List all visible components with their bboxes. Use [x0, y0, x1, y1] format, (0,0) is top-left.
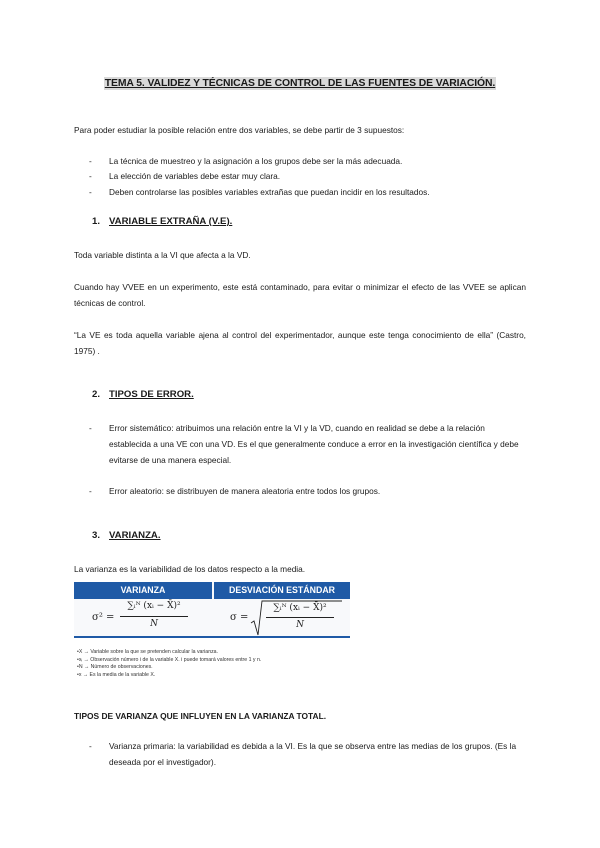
table-bottom-rule	[74, 636, 350, 638]
table-header-variance: VARIANZA	[74, 582, 212, 599]
formula-denominator: N	[296, 620, 304, 630]
bullet-dash: -	[89, 171, 92, 181]
formula-numerator: ∑ᵢᴺ (xᵢ − X̄)²	[127, 601, 181, 611]
std-dev-formula	[214, 599, 350, 636]
formula-numerator: ∑ᵢᴺ (xᵢ − X̄)²	[273, 603, 327, 613]
fraction-bar	[266, 617, 334, 618]
formula-lhs: σ =	[230, 612, 249, 623]
section-title: VARIABLE EXTRAÑA (V.E).	[109, 216, 233, 227]
bullet-dash: -	[89, 187, 92, 197]
section-title: TIPOS DE ERROR.	[109, 389, 194, 400]
formula-lhs: σ² =	[92, 612, 115, 623]
table-header-std-dev: DESVIACIÓN ESTÁNDAR	[214, 582, 350, 599]
section-number: 2.	[92, 389, 101, 400]
section-title: VARIANZA.	[109, 530, 161, 541]
bullet-dash: -	[89, 423, 92, 433]
section-heading	[92, 216, 232, 227]
list-item-text: La técnica de muestreo y la asignación a los grupos debe ser la más adecuada.	[109, 156, 403, 166]
list-item-text: La elección de variables debe estar muy clara.	[109, 171, 281, 181]
section-number: 1.	[92, 216, 101, 227]
section-heading	[92, 530, 161, 541]
legend-item: •X → Variable sobre la que se pretenden calcular la varianza.	[77, 649, 218, 655]
bullet-dash: -	[89, 486, 92, 496]
subheading: TIPOS DE VARIANZA QUE INFLUYEN EN LA VARIANZA TOTAL.	[74, 711, 327, 721]
list-item-text: Varianza primaria: la variabilidad es debida a la VI. Es la que se observa entre las medias de los grupos. (Es la deseada por el investigador).	[109, 741, 517, 767]
paragraph: La varianza es la variabilidad de los datos respecto a la media.	[74, 564, 306, 574]
variance-formula-table	[74, 582, 350, 638]
variance-formula	[74, 599, 212, 636]
list-item-text: Deben controlarse las posibles variables extrañas que puedan incidir en los resultados.	[109, 187, 430, 197]
fraction-bar	[120, 616, 188, 617]
legend-item: •xᵢ → Observación número i de la variable X. i puede tomará valores entre 1 y n.	[77, 656, 262, 663]
legend-item: •x → Es la media de la variable X.	[77, 671, 156, 678]
bullet-dash: -	[89, 156, 92, 166]
section-number: 3.	[92, 530, 101, 541]
list-item-text: Error aleatorio: se distribuyen de manera aleatoria entre todos los grupos.	[109, 486, 381, 496]
formula-denominator: N	[150, 619, 158, 629]
intro-paragraph: Para poder estudiar la posible relación entre dos variables, se debe partir de 3 supuestos:	[74, 125, 405, 135]
bullet-dash: -	[89, 741, 92, 751]
page-title: TEMA 5. VALIDEZ Y TÉCNICAS DE CONTROL DE LAS FUENTES DE VARIACIÓN.	[104, 78, 496, 89]
formula-legend	[77, 649, 261, 679]
list-item-text: Error sistemático: atribuimos una relación entre la VI y la VD, cuando en realidad se debe a la relación establecida a una VE con una VD. Es el que generalmente conduce a error en la investigación científica y debe evitarse de una manera especial.	[109, 423, 519, 465]
legend-item: •N → Número de observaciones.	[77, 664, 153, 671]
quote-paragraph: “La VE es toda aquella variable ajena al control del experimentador, aunque este tenga conocimiento de ella” (Castro, 1975) .	[74, 330, 526, 356]
section-heading	[92, 389, 194, 400]
paragraph: Toda variable distinta a la VI que afecta a la VD.	[74, 250, 251, 260]
paragraph: Cuando hay VVEE en un experimento, este está contaminado, para evitar o minimizar el efecto de las VVEE se aplican técnicas de control.	[74, 282, 526, 308]
